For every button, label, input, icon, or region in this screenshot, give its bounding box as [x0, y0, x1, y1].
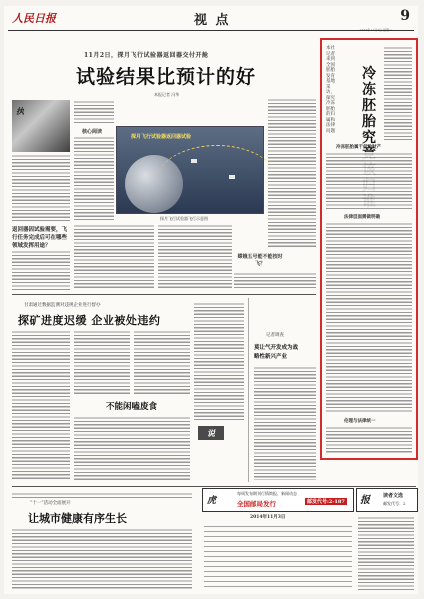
right-mid-headline[interactable]: 莫让气开发成为战略性新兴产业 [254, 345, 299, 360]
second-text-col-5 [74, 416, 190, 480]
third-headline[interactable]: 让城市健康有序生长 [28, 512, 127, 525]
sidebar-subhead-3: 伦理与法律统一 [344, 419, 376, 424]
lead-text-col-1 [12, 154, 70, 222]
frozen-embryo-sidebar[interactable] [320, 38, 418, 460]
third-text [12, 528, 192, 590]
lead-photo [12, 100, 70, 152]
ad-listings [204, 524, 352, 590]
lunar-probe-graphic [116, 126, 264, 214]
left-box-text [12, 250, 70, 290]
right-bottom-text [358, 516, 414, 590]
lead-text-col-4 [158, 224, 232, 290]
sidebar-text-1 [326, 152, 412, 210]
probe-icon [191, 159, 197, 163]
lead-text-col-3 [74, 224, 154, 290]
second-text-col-3 [134, 330, 190, 396]
lead-headline[interactable]: 试验结果比预计的好 [76, 66, 257, 88]
ad-right-title: 读者文选 [383, 493, 404, 499]
ad-right-brand: 报 [360, 495, 370, 506]
section-title: 视 点 [194, 13, 231, 28]
lead-byline: 本报记者 冯华 [154, 92, 180, 97]
second-text-col-4 [194, 302, 244, 420]
ad-line-1: 每周发布期刊行情简报、新闻动态 [237, 491, 297, 496]
masthead-rule [8, 30, 414, 31]
second-kicker: 甘肃通过数据监测对违规企业进行督办 [24, 303, 101, 308]
sidebar-text-3 [326, 426, 412, 454]
sidebar-text-2 [326, 222, 412, 414]
newspaper-logo: 人民日报 [12, 12, 56, 25]
reader-digest-ad[interactable] [356, 488, 418, 512]
sidebar-kicker: 本社记者来到全国胚胎发育基地采访，探究冷冻胚胎的归属和法律问题 [326, 46, 335, 134]
ad-brand: 虎 [207, 496, 217, 506]
lead-text-col-2b [74, 136, 114, 222]
mid-question-title: 嫦娥五号能不能按时飞？ [237, 254, 283, 267]
lead-kicker: 11月2日，探月飞行试验器返回器交付开舱 [84, 52, 209, 59]
page-number: 9 [400, 8, 410, 24]
lead-box-label: 核心阅读 [82, 129, 103, 135]
commentary-stamp: 说 [198, 426, 224, 440]
right-mid-kicker: 记者调查 [266, 333, 284, 338]
second-text-col-1 [12, 330, 70, 480]
trajectory-arc [157, 145, 277, 216]
lead-text-col-5 [234, 272, 316, 290]
third-top-text [12, 492, 192, 498]
sidebar-subhead-1: 冷冻胚胎属于何种财产 [336, 145, 381, 150]
graphic-caption: 探月飞行试验器飞行示意图 [160, 216, 208, 221]
sidebar-headline[interactable]: 冷冻胚胎究 [362, 66, 376, 146]
section-divider [12, 294, 316, 295]
sidebar-text-top [384, 46, 412, 140]
ad-right-subtitle: 邮发代号：2 [383, 501, 406, 506]
left-box-title: 返回器因试验需要，飞行任务完成后可在哪些领域发挥用途？ [12, 227, 68, 249]
ad-line-2: 全国邮局发行 [237, 500, 276, 508]
second-text-col-2 [74, 330, 130, 396]
right-mid-text [254, 366, 316, 480]
photo-tag: 执 [16, 106, 24, 116]
ad-issue-date: 2014年11月3日 [250, 515, 286, 520]
column-divider [248, 298, 249, 482]
second-subhead[interactable]: 不能闲嗑废食 [106, 402, 158, 412]
probe-icon [229, 175, 235, 179]
sidebar-subhead-2: 法律层面需做明确 [344, 215, 380, 220]
masthead [8, 8, 414, 32]
graphic-title: 探月飞行试验器返回器试验 [131, 134, 192, 140]
second-headline[interactable]: 探矿进度迟缓 企业被处违约 [18, 314, 161, 327]
bottom-divider [12, 486, 416, 487]
newspaper-page [4, 6, 418, 594]
third-kicker: “十一”活动全面展开 [30, 501, 71, 506]
subscription-ad[interactable] [202, 488, 354, 512]
ad-postal-code: 邮发代号:2-187 [307, 499, 345, 505]
lead-text-col-2a [74, 100, 114, 124]
